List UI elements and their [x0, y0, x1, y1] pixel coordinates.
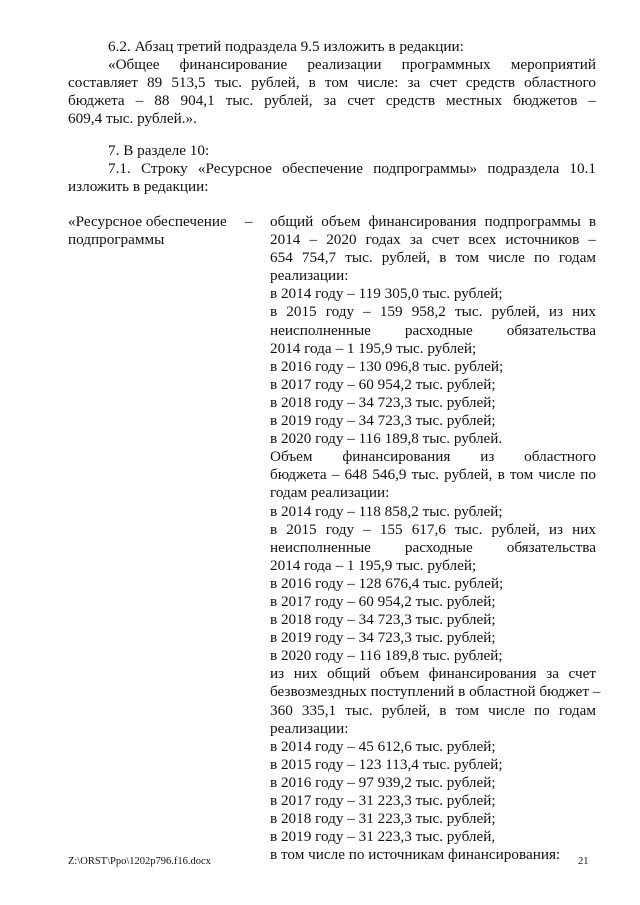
- section-6-2-line: бюджета – 88 904,1 тыс. рублей, за счет средств местных бюджетов –: [68, 92, 596, 109]
- row-content-line: 654 754,7 тыс. рублей, в том числе по годам: [270, 249, 596, 267]
- row-content-line: в 2018 году – 31 223,3 тыс. рублей;: [270, 810, 496, 828]
- row-content-line: неисполненные расходные обязательства: [270, 321, 596, 339]
- row-label-line: «Ресурсное обеспечение: [68, 213, 227, 230]
- row-content-line: из них общий объем финансирования за счет: [270, 665, 596, 683]
- row-content-line: Объем финансирования из областного: [270, 448, 596, 466]
- section-6-2-line: «Общее финансирование реализации программных мероприятий: [108, 56, 596, 73]
- row-content-line: общий объем финансирования подпрограммы в: [270, 213, 596, 230]
- section-6-2: [68, 38, 596, 128]
- section-7-heading: 7. В разделе 10:: [108, 142, 210, 159]
- row-content-line: в 2020 году – 116 189,8 тыс. рублей;: [270, 647, 503, 665]
- row-content-line: годам реализации:: [270, 484, 390, 502]
- row-content-line: в 2014 году – 118 858,2 тыс. рублей;: [270, 502, 503, 520]
- row-content-line: в 2016 году – 130 096,8 тыс. рублей;: [270, 357, 504, 375]
- section-6-2-line: 609,4 тыс. рублей.».: [68, 110, 197, 127]
- row-content-line: бюджета – 648 546,9 тыс. рублей, в том числе по: [270, 466, 596, 484]
- row-content-line: в 2018 году – 34 723,3 тыс. рублей;: [270, 393, 496, 411]
- row-content-line: в 2020 году – 116 189,8 тыс. рублей.: [270, 430, 503, 448]
- row-content: [270, 213, 601, 864]
- row-content-line: в 2016 году – 97 939,2 тыс. рублей;: [270, 773, 496, 791]
- row-content-line: 360 335,1 тыс. рублей, в том числе по годам: [270, 701, 596, 719]
- footer-page-number: 21: [578, 856, 589, 867]
- row-content-line: безвозмездных поступлений в областной бюджет –: [270, 683, 601, 701]
- row-label: [68, 213, 258, 249]
- row-content-line: в 2019 году – 34 723,3 тыс. рублей;: [270, 412, 496, 430]
- row-content-line: в 2017 году – 31 223,3 тыс. рублей;: [270, 792, 496, 809]
- row-content-line: в 2019 году – 34 723,3 тыс. рублей;: [270, 629, 496, 647]
- row-content-line: в 2019 году – 31 223,3 тыс. рублей,: [270, 828, 496, 846]
- section-7: [68, 142, 596, 196]
- section-7-1-line: изложить в редакции:: [68, 178, 209, 195]
- row-content-line: в 2018 году – 34 723,3 тыс. рублей;: [270, 611, 496, 629]
- row-content-line: в 2014 году – 119 305,0 тыс. рублей;: [270, 285, 503, 303]
- section-7-1-line: 7.1. Строку «Ресурсное обеспечение подпрограммы» подраздела 10.1: [108, 160, 596, 177]
- row-content-line: реализации:: [270, 267, 349, 285]
- footer-file-path: Z:\ORST\Ppo\1202p796.f16.docx: [68, 856, 211, 867]
- row-content-line: в 2015 году – 123 113,4 тыс. рублей;: [270, 755, 503, 773]
- row-content-line: 2014 года – 1 195,9 тыс. рублей;: [270, 339, 477, 357]
- row-content-line: 2014 – 2020 годах за счет всех источников –: [270, 231, 596, 249]
- row-label-line: подпрограммы: [68, 231, 165, 248]
- row-content-line: 2014 года – 1 195,9 тыс. рублей;: [270, 556, 477, 574]
- row-content-line: в 2017 году – 60 954,2 тыс. рублей;: [270, 592, 496, 610]
- row-content-line: в 2015 году – 155 617,6 тыс. рублей, из них: [270, 520, 596, 538]
- row-content-line: реализации:: [270, 719, 349, 737]
- row-content-line: в 2016 году – 128 676,4 тыс. рублей;: [270, 574, 504, 592]
- row-content-line: в 2014 году – 45 612,6 тыс. рублей;: [270, 737, 496, 755]
- row-content-line: в том числе по источникам финансирования:: [270, 846, 561, 864]
- section-6-2-heading: 6.2. Абзац третий подраздела 9.5 изложить в редакции:: [108, 38, 464, 55]
- section-6-2-line: составляет 89 513,5 тыс. рублей, в том числе: за счет средств областного: [68, 74, 596, 91]
- row-dash: –: [245, 213, 253, 230]
- row-content-line: в 2017 году – 60 954,2 тыс. рублей;: [270, 375, 496, 393]
- row-content-line: неисполненные расходные обязательства: [270, 538, 596, 556]
- row-content-line: в 2015 году – 159 958,2 тыс. рублей, из них: [270, 303, 596, 321]
